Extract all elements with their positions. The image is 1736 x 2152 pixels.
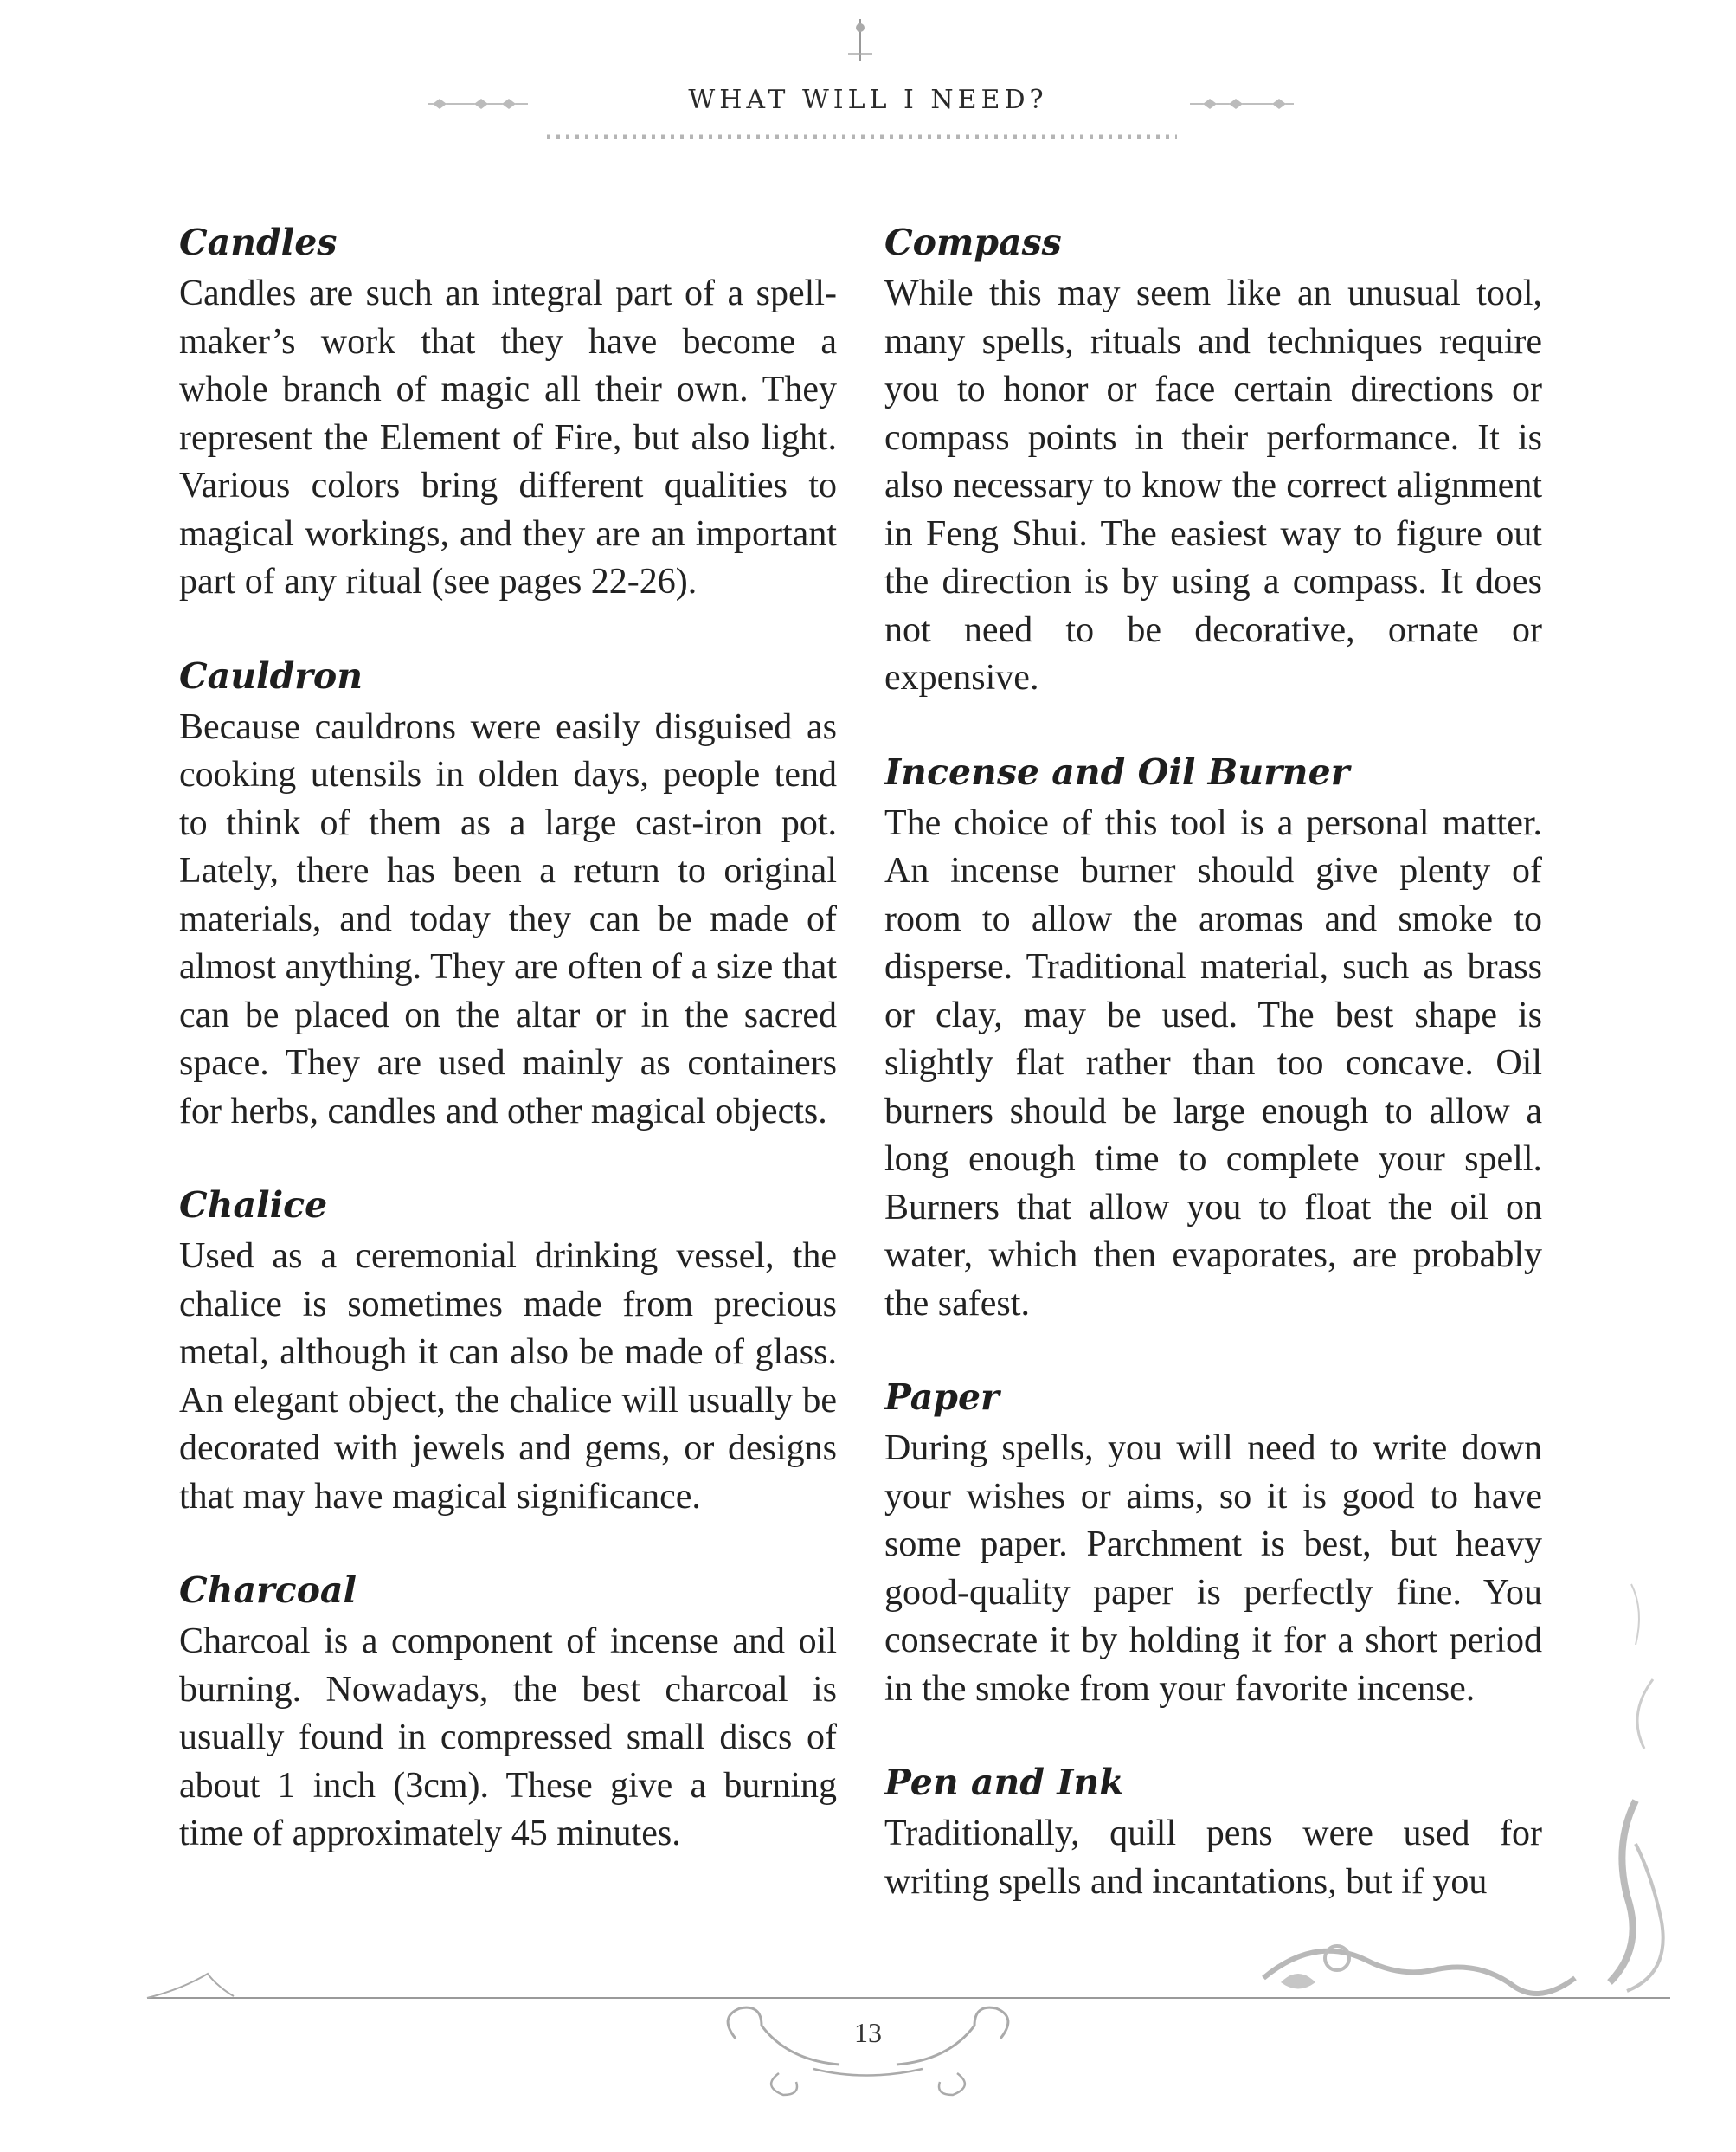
section-title: Paper <box>884 1376 1000 1418</box>
section-title: Incense and Oil Burner <box>884 751 1350 793</box>
section-cauldron <box>179 652 837 1137</box>
section-title: Compass <box>884 222 1062 263</box>
section-title: Pen and Ink <box>884 1762 1124 1803</box>
section-body: During spells, you will need to write down your wishes or aims, so it is good to have some paper. Parchment is best, but heavy good-quality paper is perfectly fine. You consecrate it by holding it for a short period in the smoke from your favorite incense. <box>884 1428 1542 1709</box>
section-body: Traditionally, quill pens were used for writing spells and incantations, but if you <box>884 1814 1542 1902</box>
section-body: Because cauldrons were easily disguised as cooking utensils in olden days, people tend to think of them as a large cast-iron pot. Lately, there has been a return to original materials, and today they can be made of almost anything. They are often of a size that can be placed on the altar or in the sacred space. They are used mainly as containers for herbs, candles and other magical objects. <box>179 706 837 1131</box>
section-compass <box>884 218 1542 703</box>
section-title: Charcoal <box>179 1569 357 1611</box>
section-candles <box>179 218 837 607</box>
left-column <box>179 218 837 1904</box>
section-incense-and-oil-burner <box>884 748 1542 1329</box>
section-body: Used as a ceremonial drinking vessel, the chalice is sometimes made from precious metal, although it can also be made of glass. An elegant object, the chalice will usually be decorated with jewels and gems, or designs that may have magical significance. <box>179 1236 837 1517</box>
page-header <box>0 0 1736 156</box>
header-ornament-icon <box>0 0 1736 156</box>
section-title: Cauldron <box>179 654 363 697</box>
section-body: Charcoal is a component of incense and oil burning. Nowadays, the best charcoal is usually found in compressed small discs of about 1 inch (3cm). These give a burning time of approximately 45 minutes. <box>179 1621 837 1853</box>
running-header: WHAT WILL I NEED? <box>688 85 1048 115</box>
section-chalice <box>179 1181 837 1521</box>
section-title: Chalice <box>179 1184 328 1226</box>
page-number: 13 <box>854 2017 882 2048</box>
section-paper <box>884 1373 1542 1713</box>
section-body: The choice of this tool is a personal matter. An incense burner should give plenty of room to allow the aromas and smoke to disperse. Traditional material, such as brass or clay, may be used. The best shape is slightly flat rather than too concave. Oil burners should be large enough to allow a long enough time to complete your spell. Burners that allow you to float the oil on water, which then evaporates, are probably the safest. <box>884 802 1542 1324</box>
section-body: While this may seem like an unusual tool, many spells, rituals and techniques require you to honor or face certain directions or compass points in their performance. It is also necessary to know the correct alignment in Feng Shui. The easiest way to figure out the direction is by using a compass. It does not need to be decorative, ornate or expensive. <box>884 274 1542 698</box>
section-title: Candles <box>179 222 338 263</box>
section-pen-and-ink <box>884 1758 1542 1906</box>
section-body: Candles are such an integral part of a spell-maker’s work that they have become a whole branch of magic all their own. They represent the Element of Fire, but also light. Various colors bring different qualities to magical workings, and they are an important part of any ritual (see pages 22-26). <box>179 274 837 602</box>
section-charcoal <box>179 1566 837 1859</box>
right-column <box>884 218 1542 1951</box>
